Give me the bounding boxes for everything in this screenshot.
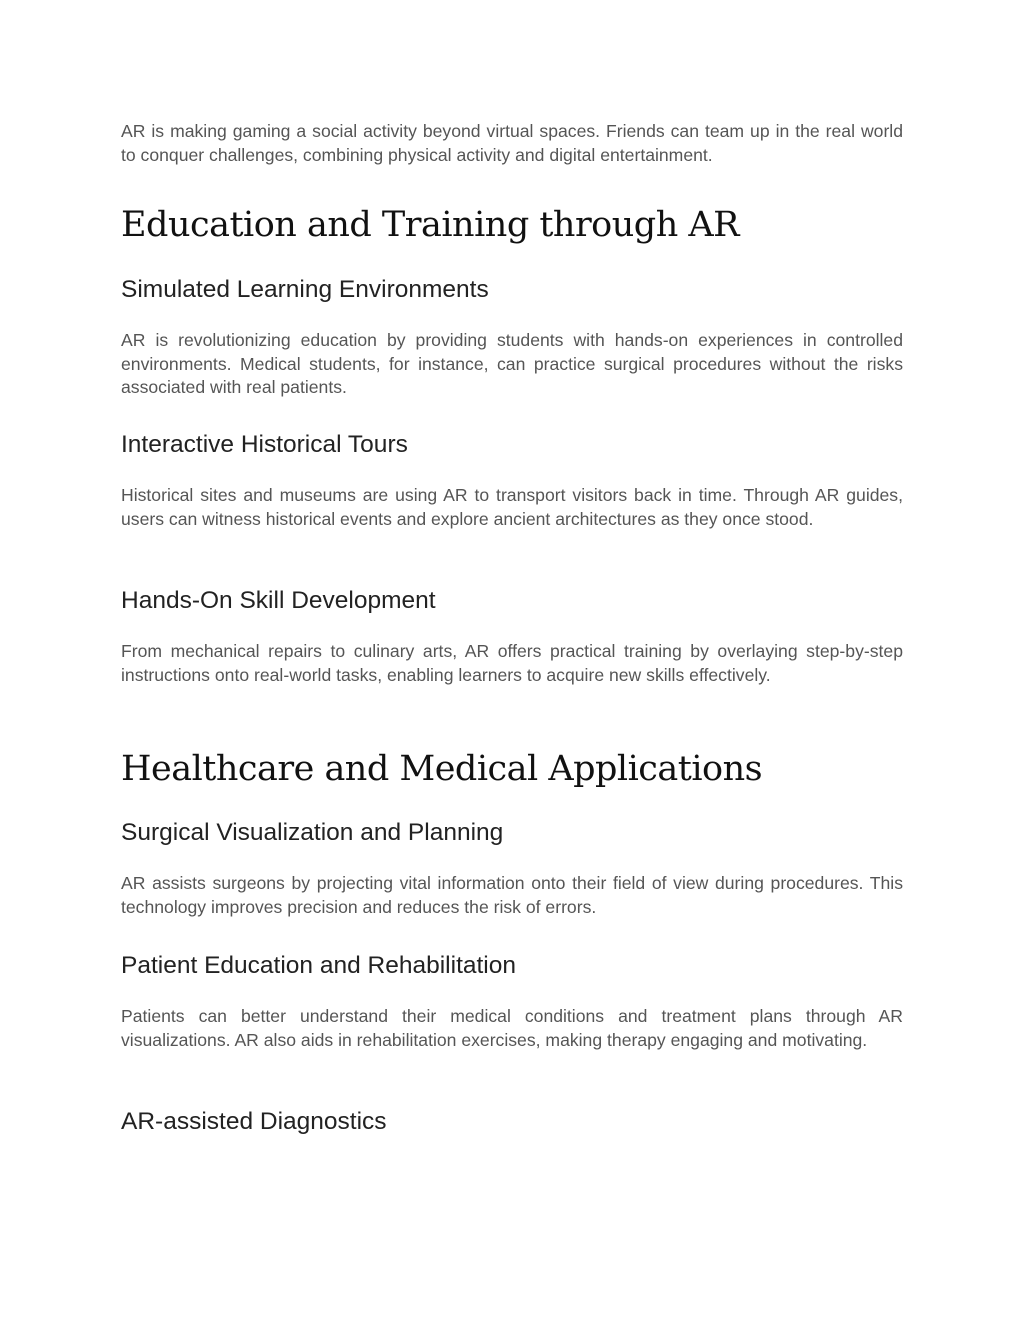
- simulated-learning-paragraph: AR is revolutionizing education by providing students with hands-on experiences in controlled environments. Medical students, for instance, can practice surgical procedures without the risks associated with real patients.: [121, 330, 903, 397]
- patient-education-heading: Patient Education and Rehabilitation: [121, 952, 517, 979]
- surgical-visualization-paragraph: AR assists surgeons by projecting vital information onto their field of view during procedures. This technology improves precision and reduces the risk of errors.: [121, 873, 903, 917]
- simulated-learning-heading: Simulated Learning Environments: [121, 276, 489, 303]
- skill-development-heading: Hands-On Skill Development: [121, 587, 436, 614]
- education-section-title: Education and Training through AR: [121, 205, 739, 245]
- intro-paragraph: AR is making gaming a social activity beyond virtual spaces. Friends can team up in the real world to conquer challenges, combining physical activity and digital entertainment.: [121, 121, 903, 165]
- surgical-visualization-heading: Surgical Visualization and Planning: [121, 819, 504, 846]
- patient-education-paragraph: Patients can better understand their medical conditions and treatment plans through AR visualizations. AR also aids in rehabilitation exercises, making therapy engaging and motivating.: [121, 1006, 903, 1050]
- ar-diagnostics-heading: AR-assisted Diagnostics: [121, 1108, 387, 1135]
- healthcare-section-title: Healthcare and Medical Applications: [121, 749, 763, 789]
- historical-tours-paragraph: Historical sites and museums are using AR to transport visitors back in time. Through AR guides, users can witness historical events and explore ancient architectures as they once stood.: [121, 485, 903, 529]
- skill-development-paragraph: From mechanical repairs to culinary arts, AR offers practical training by overlaying step-by-step instructions onto real-world tasks, enabling learners to acquire new skills effectively.: [121, 641, 903, 685]
- historical-tours-heading: Interactive Historical Tours: [121, 431, 408, 458]
